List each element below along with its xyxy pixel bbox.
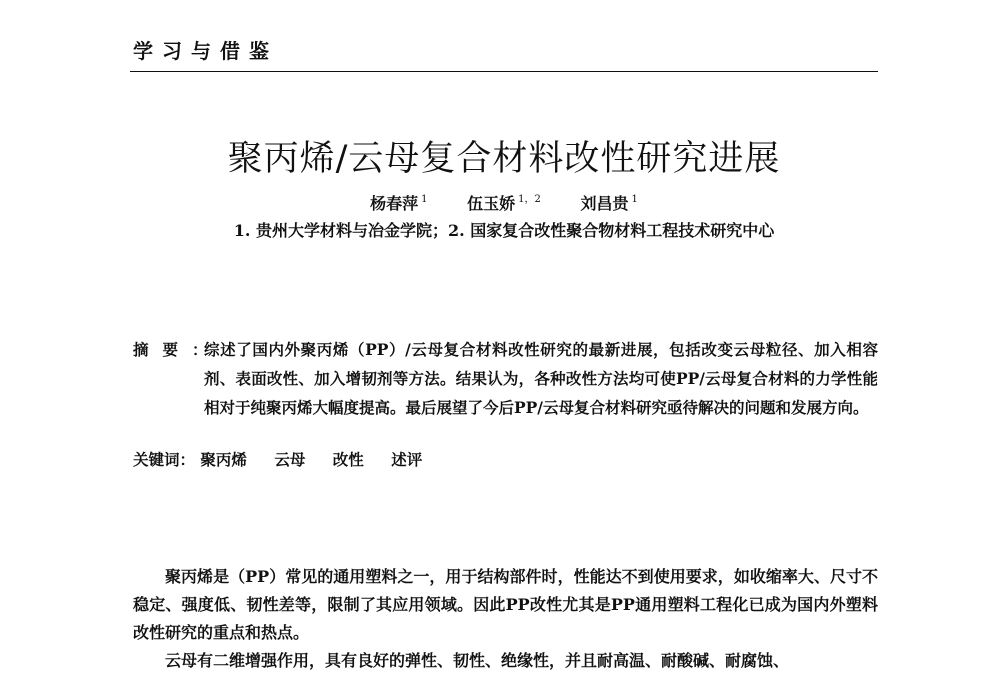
author-list (130, 189, 878, 215)
article-body (133, 563, 878, 675)
keyword: 述评 (391, 450, 423, 469)
author-affiliation-mark: 1 (421, 194, 428, 205)
abstract-text: 综述了国内外聚丙烯（PP）/云母复合材料改性研究的最新进展，包括改变云母粒径、加入相容剂、表面改性、加入增韧剂等方法。结果认为，各种改性方法均可使PP/云母复合材料的力学性能相对于纯聚丙烯大幅度提高。最后展望了今后PP/云母复合材料研究亟待解决的问题和发展方向。 (204, 340, 878, 417)
body-paragraph: 云母有二维增强作用，具有良好的弹性、韧性、绝缘性，并且耐高温、耐酸碱、耐腐蚀、 (165, 651, 790, 670)
abstract (133, 335, 878, 422)
author-affiliation-mark: 1 (631, 194, 638, 205)
keyword: 聚丙烯 (200, 450, 247, 469)
keywords (133, 449, 444, 471)
header-divider (130, 71, 878, 72)
author-affiliations: 1. 贵州大学材料与冶金学院；2. 国家复合改性聚合物材料工程技术研究中心 (233, 221, 775, 240)
keyword: 云母 (274, 450, 306, 469)
author (467, 189, 541, 215)
abstract-label: 摘要： (133, 340, 222, 359)
author-affiliation-mark: 1，2 (518, 194, 541, 205)
keyword: 改性 (332, 450, 364, 469)
keywords-label: 关键词： (133, 450, 196, 469)
author (370, 189, 427, 215)
author-name: 伍玉娇 (467, 194, 516, 213)
author-name: 杨春萍 (370, 194, 419, 213)
article-title: 聚丙烯/云母复合材料改性研究进展 (227, 139, 781, 179)
journal-section-label: 学习与借鉴 (133, 39, 278, 63)
author-name: 刘昌贵 (580, 194, 629, 213)
author (580, 189, 637, 215)
body-paragraph: 聚丙烯是（PP）常见的通用塑料之一，用于结构部件时，性能达不到使用要求，如收缩率大、尺寸不稳定、强度低、韧性差等，限制了其应用领域。因此PP改性尤其是PP通用塑料工程化已成为国内外塑料改性研究的重点和热点。 (133, 567, 878, 642)
